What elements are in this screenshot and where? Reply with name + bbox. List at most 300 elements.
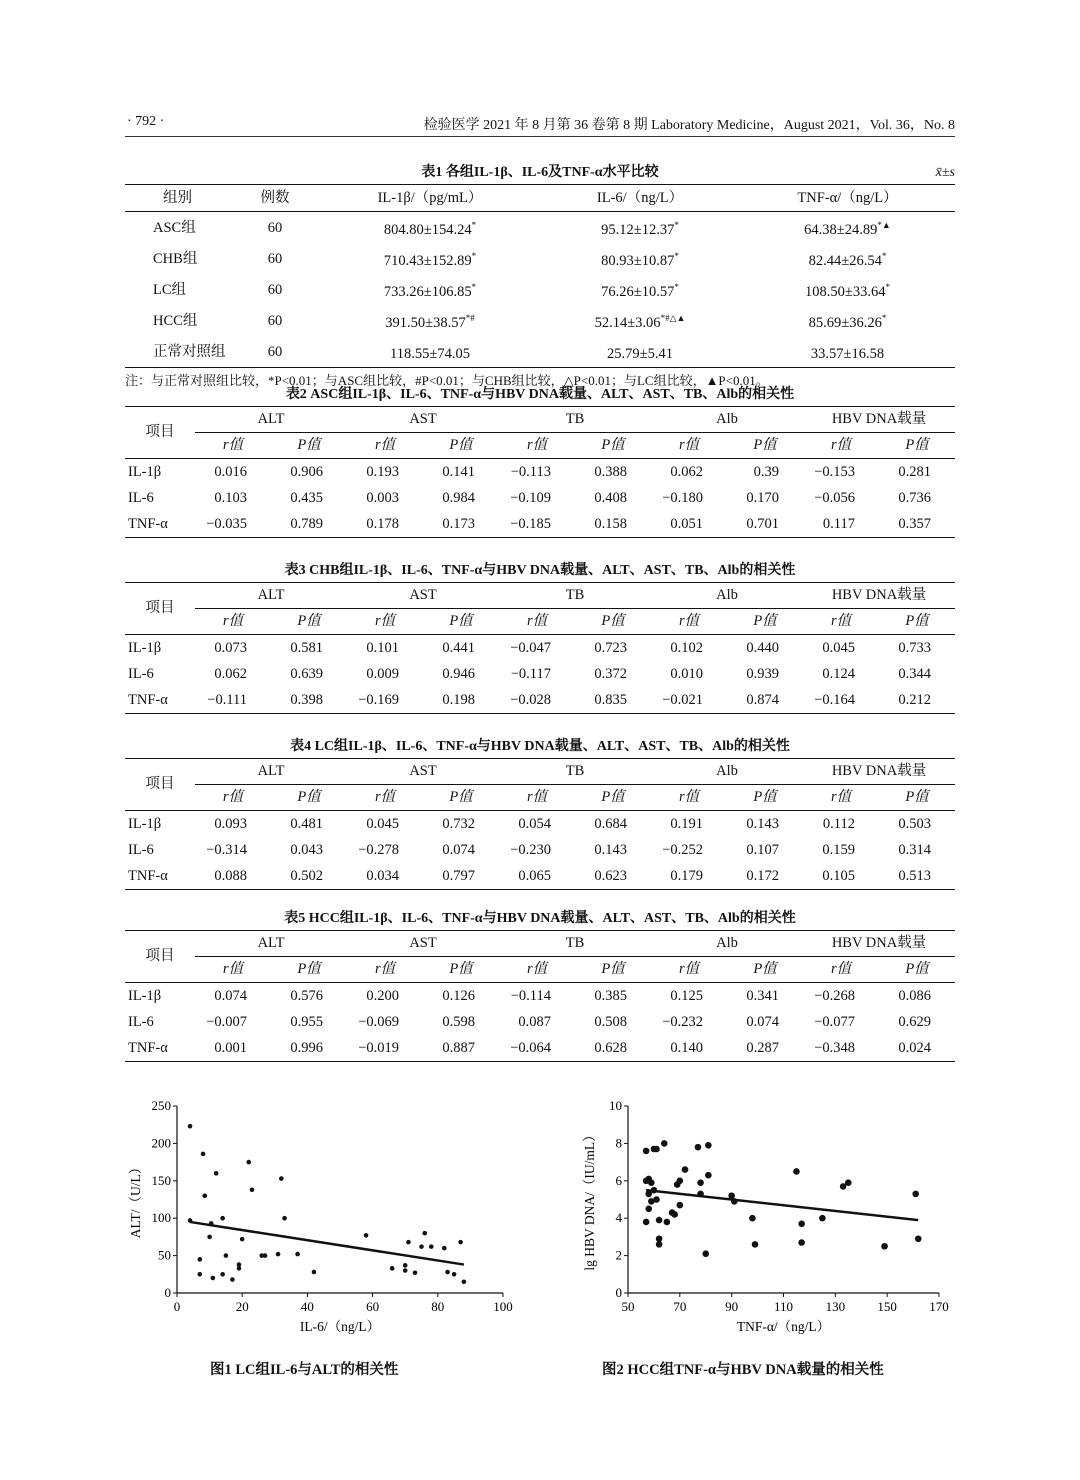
- data-point: [364, 1233, 369, 1238]
- table-cell: 0.701: [746, 516, 780, 532]
- data-point: [406, 1240, 411, 1245]
- table-cell: 0.629: [898, 1014, 932, 1030]
- table-cell: 0.939: [746, 666, 780, 682]
- table-cell: 0.140: [670, 1040, 704, 1056]
- group-header: HBV DNA载量: [803, 583, 955, 609]
- table-cell: 0.087: [518, 1014, 552, 1030]
- table1-cell: [740, 243, 955, 274]
- y-tick-label: 0: [164, 1285, 171, 1300]
- header-rule: [125, 136, 955, 137]
- p-label: P值: [449, 613, 473, 629]
- cell-value: 33.57±16.58: [810, 346, 885, 362]
- p-header: [423, 433, 499, 459]
- group-header: TB: [499, 583, 651, 609]
- r-header: [803, 609, 879, 635]
- r-label: r值: [526, 961, 548, 977]
- trend-line: [646, 1190, 918, 1220]
- table1-cell: [230, 305, 320, 336]
- cell-value: 76.26±10.57: [601, 284, 675, 300]
- table-cell: −0.021: [662, 692, 704, 708]
- cell-value: 正常对照组: [153, 343, 226, 360]
- y-axis-label: lg HBV DNA/（IU/mL）: [582, 1128, 597, 1271]
- data-point: [211, 1276, 216, 1281]
- r-header: [651, 609, 727, 635]
- table-cell: −0.113: [510, 464, 552, 480]
- group-header: AST: [347, 759, 499, 785]
- p-header: [423, 609, 499, 635]
- table1-row: [125, 243, 955, 274]
- r-label: r值: [526, 437, 548, 453]
- table-cell: 0.193: [366, 464, 400, 480]
- table-cell: 0.074: [746, 1014, 780, 1030]
- y-tick-label: 6: [615, 1172, 622, 1188]
- table-cell: 0.112: [822, 816, 856, 832]
- data-point: [671, 1211, 678, 1218]
- table-row: [125, 1009, 955, 1035]
- table-cell: −0.169: [358, 692, 400, 708]
- r-header: [347, 609, 423, 635]
- table4-title: 表4 LC组IL-1β、IL-6、TNF-α与HBV DNA载量、ALT、AST、TB、Alb的相关性: [290, 739, 790, 754]
- p-label: P值: [449, 961, 473, 977]
- table-cell: 0.281: [898, 464, 932, 480]
- page-header: [125, 114, 955, 134]
- table1-col-header: IL-6/（ng/L）: [540, 185, 740, 212]
- data-point: [664, 1219, 671, 1226]
- table-cell: 0.874: [746, 692, 780, 708]
- cell-value: 64.38±24.89: [804, 222, 878, 238]
- trend-line: [190, 1222, 464, 1265]
- table1-cell: [125, 243, 230, 274]
- table-cell: 0.045: [822, 640, 856, 656]
- data-point: [458, 1240, 463, 1245]
- r-header: [347, 957, 423, 983]
- table4: [125, 758, 955, 890]
- table-cell: 0.173: [442, 516, 476, 532]
- cell-value: ASC组: [153, 219, 196, 236]
- table-cell: 0.062: [670, 464, 704, 480]
- cell-value: 118.55±74.05: [390, 346, 470, 362]
- y-tick-label: 0: [615, 1285, 622, 1300]
- r-header: [195, 433, 271, 459]
- y-tick-label: 50: [158, 1247, 171, 1263]
- x-tick-label: 170: [929, 1299, 949, 1314]
- data-point: [653, 1146, 660, 1153]
- data-point: [705, 1172, 712, 1179]
- r-header: [195, 785, 271, 811]
- table-cell: 0.143: [746, 816, 780, 832]
- figure2-caption: 图2 HCC组TNF-α与HBV DNA载量的相关性: [602, 1362, 884, 1378]
- table-cell: −0.028: [510, 692, 552, 708]
- project-header: 项目: [125, 407, 195, 459]
- group-header: HBV DNA载量: [803, 407, 955, 433]
- x-tick-label: 70: [673, 1299, 687, 1314]
- data-point: [207, 1235, 212, 1240]
- data-point: [798, 1239, 805, 1246]
- r-label: r值: [678, 613, 700, 629]
- table-row: [125, 511, 955, 538]
- table-cell: 0.024: [898, 1040, 932, 1056]
- table-cell: −0.268: [814, 988, 856, 1004]
- significance-mark: *: [885, 282, 890, 292]
- table-cell: −0.314: [206, 842, 247, 858]
- table-cell: 0.124: [822, 666, 856, 682]
- table-cell: 0.009: [366, 666, 400, 682]
- project-header: 项目: [125, 931, 195, 983]
- table-cell: −0.007: [206, 1014, 247, 1030]
- significance-mark: *#△▲: [660, 313, 686, 323]
- data-point: [276, 1252, 281, 1257]
- table-cell: 0.212: [898, 692, 932, 708]
- table-cell: 0.513: [898, 868, 932, 884]
- data-point: [224, 1253, 229, 1258]
- p-label: P值: [297, 789, 321, 805]
- table1-cell: [320, 212, 540, 244]
- row-label: IL-1β: [128, 464, 162, 480]
- group-header: ALT: [195, 759, 347, 785]
- p-header: [575, 433, 651, 459]
- y-tick-label: 250: [151, 1098, 171, 1113]
- group-header: AST: [347, 407, 499, 433]
- p-label: P值: [449, 789, 473, 805]
- data-point: [705, 1142, 712, 1149]
- table-cell: 0.065: [518, 868, 552, 884]
- data-point: [452, 1272, 457, 1277]
- x-axis-label: IL-6/（ng/L）: [299, 1319, 381, 1334]
- table-cell: 0.016: [214, 464, 247, 480]
- p-label: P值: [753, 613, 777, 629]
- group-header: ALT: [195, 583, 347, 609]
- data-point: [246, 1160, 251, 1165]
- x-tick-label: 110: [773, 1299, 794, 1314]
- data-point: [220, 1272, 225, 1277]
- data-point: [250, 1187, 255, 1192]
- row-label: IL-6: [128, 490, 154, 506]
- p-header: [575, 785, 651, 811]
- table1-col-header: IL-1β/（pg/mL）: [320, 185, 540, 212]
- table1-cell: [740, 212, 955, 244]
- p-label: P值: [753, 437, 777, 453]
- cell-value: 733.26±106.85: [383, 284, 472, 300]
- table-row: [125, 1035, 955, 1062]
- data-point: [442, 1246, 447, 1251]
- data-point: [240, 1237, 245, 1242]
- table-cell: 0.723: [594, 640, 628, 656]
- data-point: [661, 1140, 668, 1147]
- table-cell: −0.117: [510, 666, 552, 682]
- cell-value: 85.69±36.26: [808, 315, 882, 331]
- x-tick-label: 90: [725, 1299, 739, 1314]
- figure1-plot: [120, 1095, 520, 1345]
- table-cell: 0.344: [898, 666, 932, 682]
- significance-mark: *▲: [877, 220, 891, 230]
- data-point: [198, 1272, 203, 1277]
- table-row: [125, 687, 955, 714]
- cell-value: 60: [267, 281, 283, 298]
- table2: [125, 406, 955, 538]
- table1-cell: [540, 336, 740, 368]
- y-tick-label: 10: [609, 1098, 622, 1113]
- significance-mark: *: [881, 313, 887, 323]
- table-cell: 0.125: [670, 988, 704, 1004]
- table-cell: 0.179: [670, 868, 704, 884]
- p-label: P值: [905, 437, 929, 453]
- table-cell: 0.107: [746, 842, 780, 858]
- p-header: [879, 785, 955, 811]
- y-tick-label: 2: [615, 1247, 622, 1263]
- table-cell: 0.143: [594, 842, 628, 858]
- cell-value: 82.44±26.54: [808, 253, 882, 269]
- p-header: [271, 785, 347, 811]
- r-header: [195, 957, 271, 983]
- table1-row: [125, 305, 955, 336]
- table-cell: 0.576: [290, 988, 324, 1004]
- data-point: [220, 1216, 225, 1221]
- p-label: P值: [297, 961, 321, 977]
- x-tick-label: 80: [431, 1299, 445, 1314]
- p-label: P值: [601, 613, 625, 629]
- r-label: r值: [374, 437, 396, 453]
- group-header: AST: [347, 583, 499, 609]
- data-point: [656, 1217, 663, 1224]
- table-cell: −0.111: [207, 692, 247, 708]
- cell-value: LC组: [153, 281, 187, 298]
- table-cell: 0.984: [442, 490, 476, 506]
- data-point: [282, 1216, 287, 1221]
- x-tick-label: 60: [366, 1299, 380, 1314]
- group-header: Alb: [651, 407, 803, 433]
- table-cell: 0.178: [366, 516, 400, 532]
- table-cell: 0.141: [442, 464, 476, 480]
- table-cell: 0.628: [594, 1040, 628, 1056]
- data-point: [263, 1253, 268, 1258]
- p-header: [879, 433, 955, 459]
- table-cell: 0.39: [753, 464, 780, 480]
- data-point: [462, 1279, 467, 1284]
- row-label: IL-1β: [128, 816, 162, 832]
- p-label: P值: [905, 961, 929, 977]
- data-point: [677, 1202, 684, 1209]
- stat-label: x̄±s: [935, 165, 955, 180]
- r-label: r值: [526, 789, 548, 805]
- table1-cell: [125, 212, 230, 244]
- table-cell: 0.102: [670, 640, 704, 656]
- group-header: TB: [499, 759, 651, 785]
- significance-mark: *: [881, 251, 887, 261]
- row-label: IL-1β: [128, 988, 162, 1004]
- p-label: P值: [297, 613, 321, 629]
- table-cell: 0.191: [670, 816, 704, 832]
- r-header: [347, 433, 423, 459]
- p-header: [879, 957, 955, 983]
- data-point: [279, 1176, 284, 1181]
- data-point: [295, 1252, 300, 1257]
- table-cell: 0.623: [594, 868, 628, 884]
- r-header: [499, 609, 575, 635]
- table-cell: −0.180: [662, 490, 704, 506]
- table1-cell: [740, 336, 955, 368]
- r-label: r值: [374, 613, 396, 629]
- project-header: 项目: [125, 583, 195, 635]
- r-header: [651, 433, 727, 459]
- table-cell: 0.045: [366, 816, 400, 832]
- data-point: [645, 1206, 652, 1213]
- r-label: r值: [830, 789, 852, 805]
- data-point: [819, 1215, 826, 1222]
- table-cell: 0.105: [822, 868, 856, 884]
- p-header: [423, 785, 499, 811]
- table-cell: 0.440: [746, 640, 780, 656]
- table-cell: 0.372: [594, 666, 628, 682]
- table-cell: 0.502: [290, 868, 324, 884]
- row-label: IL-6: [128, 1014, 154, 1030]
- table-cell: 0.398: [290, 692, 324, 708]
- data-point: [912, 1191, 919, 1198]
- table1-col-header: 例数: [230, 185, 320, 212]
- table-cell: 0.341: [746, 988, 780, 1004]
- p-label: P值: [601, 789, 625, 805]
- row-label: TNF-α: [128, 516, 168, 532]
- table1-row: [125, 274, 955, 305]
- x-tick-label: 100: [493, 1299, 513, 1314]
- data-point: [648, 1179, 655, 1186]
- significance-mark: *: [471, 251, 477, 261]
- data-point: [881, 1243, 888, 1250]
- p-header: [727, 957, 803, 983]
- group-header: ALT: [195, 407, 347, 433]
- significance-mark: *: [674, 251, 679, 261]
- table-cell: −0.185: [510, 516, 552, 532]
- table-cell: 0.198: [442, 692, 476, 708]
- data-point: [793, 1168, 800, 1175]
- figure1-caption: 图1 LC组IL-6与ALT的相关性: [210, 1362, 399, 1378]
- table-cell: 0.170: [746, 490, 780, 506]
- table5-block: [125, 908, 955, 1062]
- table-cell: 0.159: [822, 842, 856, 858]
- table-cell: 0.684: [594, 816, 628, 832]
- table4-block: [125, 736, 955, 890]
- table-cell: 0.172: [746, 868, 780, 884]
- table1-cell: [125, 274, 230, 305]
- r-header: [651, 957, 727, 983]
- significance-mark: *: [471, 220, 477, 230]
- r-label: r值: [222, 437, 244, 453]
- r-label: r值: [222, 961, 244, 977]
- table3-title: 表3 CHB组IL-1β、IL-6、TNF-α与HBV DNA载量、ALT、AST、TB、Alb的相关性: [284, 563, 796, 578]
- table1-row: [125, 212, 955, 244]
- data-point: [697, 1179, 704, 1186]
- group-header: HBV DNA载量: [803, 759, 955, 785]
- table1-cell: [540, 305, 740, 336]
- table-cell: 0.088: [214, 868, 247, 884]
- table-cell: 0.955: [290, 1014, 324, 1030]
- table1-row: [125, 336, 955, 368]
- y-axis-label: ALT/（U/L）: [128, 1160, 143, 1239]
- p-label: P值: [753, 789, 777, 805]
- p-label: P值: [905, 789, 929, 805]
- r-label: r值: [678, 961, 700, 977]
- r-label: r值: [830, 437, 852, 453]
- significance-mark: *: [674, 220, 679, 230]
- p-header: [575, 957, 651, 983]
- table-cell: 0.074: [442, 842, 476, 858]
- cell-value: 25.79±5.41: [607, 346, 673, 362]
- table-row: [125, 863, 955, 890]
- table-cell: 0.797: [442, 868, 476, 884]
- y-tick-label: 4: [615, 1210, 622, 1226]
- table-cell: 0.054: [518, 816, 552, 832]
- data-point: [653, 1196, 660, 1203]
- table1-cell: [320, 305, 540, 336]
- group-header: TB: [499, 931, 651, 957]
- table-cell: 0.732: [442, 816, 476, 832]
- table-cell: 0.086: [898, 988, 932, 1004]
- table-cell: 0.598: [442, 1014, 476, 1030]
- data-point: [419, 1244, 424, 1249]
- table-row: [125, 811, 955, 838]
- table-cell: 0.010: [670, 666, 704, 682]
- significance-mark: *: [471, 282, 477, 292]
- row-label: IL-6: [128, 842, 154, 858]
- data-point: [422, 1231, 427, 1236]
- data-point: [677, 1178, 684, 1185]
- table-cell: −0.064: [510, 1040, 552, 1056]
- cell-value: 108.50±33.64: [805, 284, 886, 300]
- table-cell: −0.164: [814, 692, 856, 708]
- table-cell: 0.789: [290, 516, 324, 532]
- table-cell: 0.503: [898, 816, 932, 832]
- table-cell: 0.158: [594, 516, 628, 532]
- project-header: 项目: [125, 759, 195, 811]
- table1-cell: [230, 212, 320, 244]
- group-header: HBV DNA载量: [803, 931, 955, 957]
- table-cell: 0.581: [290, 640, 324, 656]
- data-point: [643, 1219, 650, 1226]
- data-point: [312, 1270, 317, 1275]
- table-cell: −0.069: [358, 1014, 400, 1030]
- r-header: [499, 785, 575, 811]
- x-tick-label: 20: [235, 1299, 249, 1314]
- data-point: [445, 1270, 450, 1275]
- table-cell: 0.835: [594, 692, 628, 708]
- table-cell: −0.019: [358, 1040, 400, 1056]
- p-label: P值: [297, 437, 321, 453]
- row-label: TNF-α: [128, 868, 168, 884]
- p-label: P值: [753, 961, 777, 977]
- cell-value: 52.14±3.06: [594, 315, 661, 331]
- table-cell: 0.034: [366, 868, 400, 884]
- data-point: [214, 1171, 219, 1176]
- table1-cell: [320, 336, 540, 368]
- cell-value: 710.43±152.89: [383, 253, 472, 269]
- r-label: r值: [222, 789, 244, 805]
- r-label: r值: [678, 789, 700, 805]
- p-label: P值: [601, 437, 625, 453]
- table-cell: 0.074: [214, 988, 247, 1004]
- table-cell: −0.047: [510, 640, 552, 656]
- r-label: r值: [830, 613, 852, 629]
- table-cell: −0.230: [510, 842, 552, 858]
- table-cell: −0.035: [206, 516, 247, 532]
- r-label: r值: [222, 613, 244, 629]
- significance-mark: *: [674, 282, 679, 292]
- table-cell: −0.114: [510, 988, 552, 1004]
- row-label: IL-6: [128, 666, 154, 682]
- p-header: [727, 609, 803, 635]
- journal-info: 检验医学 2021 年 8 月第 36 卷第 8 期 Laboratory Medicine，August 2021，Vol. 36，No. 8: [423, 118, 955, 133]
- table-cell: −0.278: [358, 842, 400, 858]
- p-label: P值: [905, 613, 929, 629]
- table1-cell: [125, 305, 230, 336]
